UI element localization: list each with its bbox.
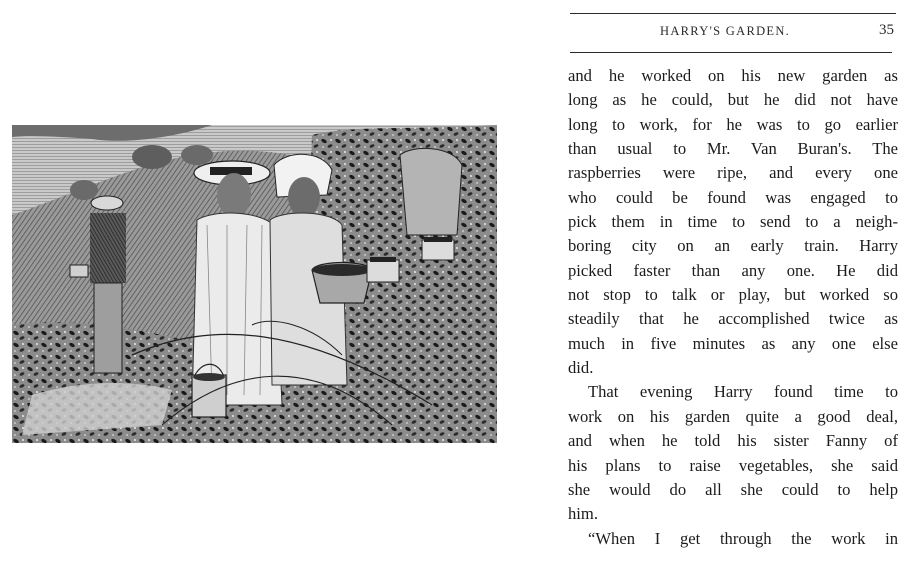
- text-line: she would do all she could to help: [568, 479, 898, 499]
- text-line: did.: [568, 358, 594, 378]
- text-line: much in five minutes as any one else: [568, 333, 898, 353]
- text-line: than usual to Mr. Van Buran's. The: [568, 139, 898, 159]
- paragraph-3: [568, 527, 898, 551]
- header-rule-bottom: [570, 52, 892, 53]
- page-number: 35: [879, 22, 894, 38]
- text-line: not stop to talk or play, but worked so: [568, 285, 898, 305]
- text-line: pick them in time to send to a neigh-: [568, 212, 898, 232]
- text-line: long as he could, but he did not have: [568, 90, 898, 110]
- text-line: and when he told his sister Fanny of: [568, 431, 898, 451]
- text-line: “When I get through the work in: [588, 528, 898, 548]
- text-line: steadily that he accomplished twice as: [568, 309, 898, 329]
- text-line: raspberries were ripe, and every one: [568, 163, 898, 183]
- text-line: long to work, for he was to go earlier: [568, 114, 898, 134]
- raspberry-picking-illustration: [12, 125, 497, 443]
- paragraph-2: [568, 380, 898, 526]
- text-line: him.: [568, 504, 598, 524]
- header-rule-top: [570, 13, 896, 14]
- text-line: boring city on an early train. Harry: [568, 236, 898, 256]
- text-line: his plans to raise vegetables, she said: [568, 455, 898, 475]
- text-line: picked faster than any one. He did: [568, 260, 898, 280]
- text-line: That evening Harry found time to: [588, 382, 898, 402]
- paragraph-1: [568, 64, 898, 380]
- engraving-illustration-icon: [12, 125, 497, 443]
- text-line: work on his garden quite a good deal,: [568, 406, 898, 426]
- body-text: [568, 64, 898, 551]
- running-head: HARRY'S GARDEN.: [660, 24, 791, 38]
- text-line: and he worked on his new garden as: [568, 66, 898, 85]
- text-line: who could be found was engaged to: [568, 187, 898, 207]
